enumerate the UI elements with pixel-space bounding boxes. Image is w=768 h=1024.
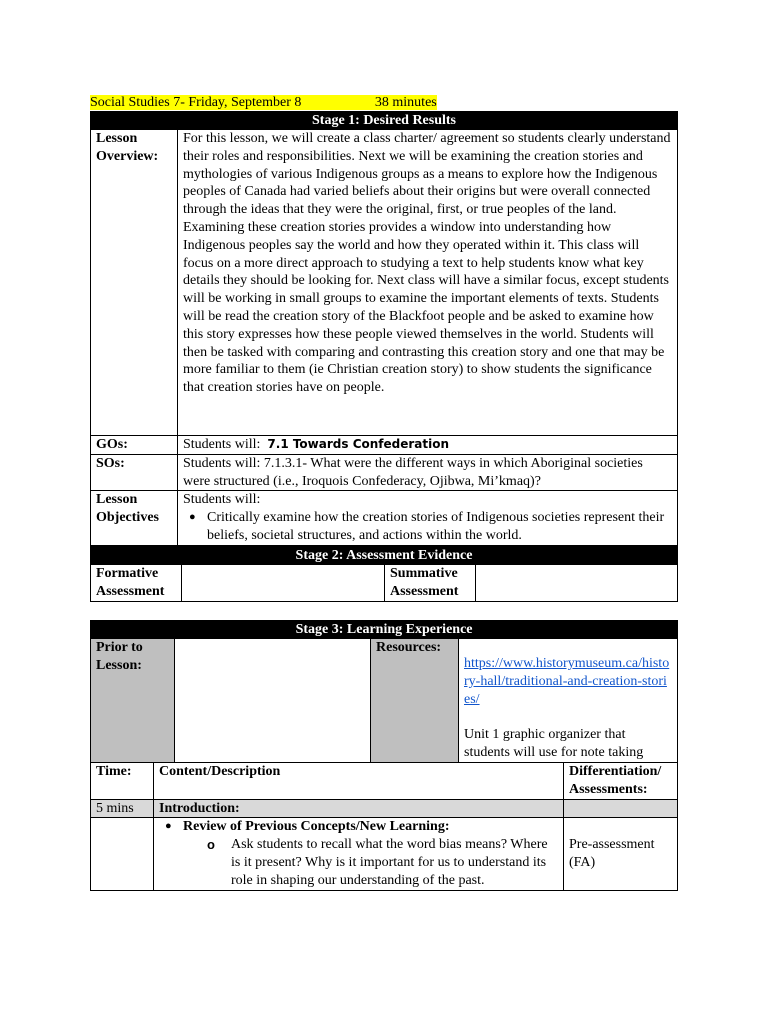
intro-diff: [564, 799, 678, 818]
prior-value: [175, 639, 371, 763]
intro-time: 5 mins: [91, 799, 154, 818]
formative-value: [182, 565, 385, 602]
review-list: [159, 818, 558, 889]
summative-label: Summative Assessment: [385, 565, 476, 602]
formative-label: Formative Assessment: [91, 565, 182, 602]
gos-label: GOs:: [91, 436, 178, 455]
resource-link[interactable]: https://www.historymuseum.ca/history-hall/traditional-and-creation-stories/: [464, 656, 670, 707]
sos-label: SOs:: [91, 454, 178, 491]
review-heading-item: [183, 818, 558, 889]
review-time: [91, 818, 154, 890]
gos-prefix: Students will:: [183, 437, 261, 452]
overview-text: For this lesson, we will create a class charter/ agreement so students clearly understand their roles and responsibilities. Next we will be examining the creation stories and mythologies of various Indigenous groups as a means to explore how the Indigenous peoples of Canada had varied beliefs about their origins but were overall connected through the ideas that they were the original, first, or true peoples of the land. Examining these creation stories provides a window into understanding how Indigenous peoples say the world and how they operated within it. This class will focus on a more direct approach to studying a text to help students know what key details they should be looking for. Next class will have a similar focus, except students will be working in small groups to examine the important elements of texts. Students will be read the creation story of the Blackfoot people and be asked to examine how this story expresses how these people viewed themselves in the world. Students will then be tasked with comparing and contrasting this creation story and one that may be more familiar to them (ie Christian creation story) to show students the significance that creation stories have on people.: [178, 130, 678, 436]
summative-value: [476, 565, 678, 602]
objectives-label: Lesson Objectives: [91, 491, 178, 545]
review-assessment: Pre-assessment (FA): [564, 818, 678, 890]
review-cell: [154, 818, 564, 890]
stage3-table: [90, 620, 678, 891]
objective-item: ● Critically examine how the creation stories of Indigenous societies represent their beliefs, societal structures, and actions within the world.: [207, 509, 672, 545]
overview-label: Lesson Overview:: [91, 130, 178, 436]
resource-note: Unit 1 graphic organizer that students will use for note taking: [464, 727, 644, 761]
objectives-list: [183, 509, 672, 545]
col-time: Time:: [91, 762, 154, 799]
stage1-heading: Stage 1: Desired Results: [91, 112, 678, 130]
objectives-prefix: Students will:: [183, 492, 261, 508]
stage2-table: [90, 546, 678, 602]
review-subitem: o Ask students to recall what the word bias means? Where is it present? Why is it important for us to understand its role in shaping our understanding of the past.: [231, 836, 558, 889]
lesson-duration: 38 minutes: [374, 95, 437, 110]
col-content: Content/Description: [154, 762, 564, 799]
stage2-heading: Stage 2: Assessment Evidence: [91, 547, 678, 565]
resources-cell: [459, 639, 678, 763]
review-label: Review of Previous Concepts/New Learning:: [183, 819, 450, 835]
lesson-header: [90, 94, 437, 111]
intro-label: Introduction:: [154, 799, 564, 818]
sos-text: Students will: 7.1.3.1- What were the different ways in which Aboriginal societies were structured (i.e., Iroquois Confederacy, Ojibwa, Mi’kmaq)?: [178, 454, 678, 491]
stage1-table: [90, 111, 678, 546]
gos-value: 7.1 Towards Confederation: [267, 437, 450, 451]
header-gap: [301, 95, 375, 110]
stage3-heading: Stage 3: Learning Experience: [91, 621, 678, 639]
review-sublist: [183, 836, 558, 889]
resources-label: Resources:: [371, 639, 459, 763]
col-diff: Differentiation/ Assessments:: [564, 762, 678, 799]
gos-cell: [178, 436, 678, 455]
prior-label: Prior to Lesson:: [91, 639, 175, 763]
objectives-cell: [178, 491, 678, 545]
resources-spacer: [464, 708, 672, 726]
lesson-title: Social Studies 7- Friday, September 8: [90, 95, 302, 110]
